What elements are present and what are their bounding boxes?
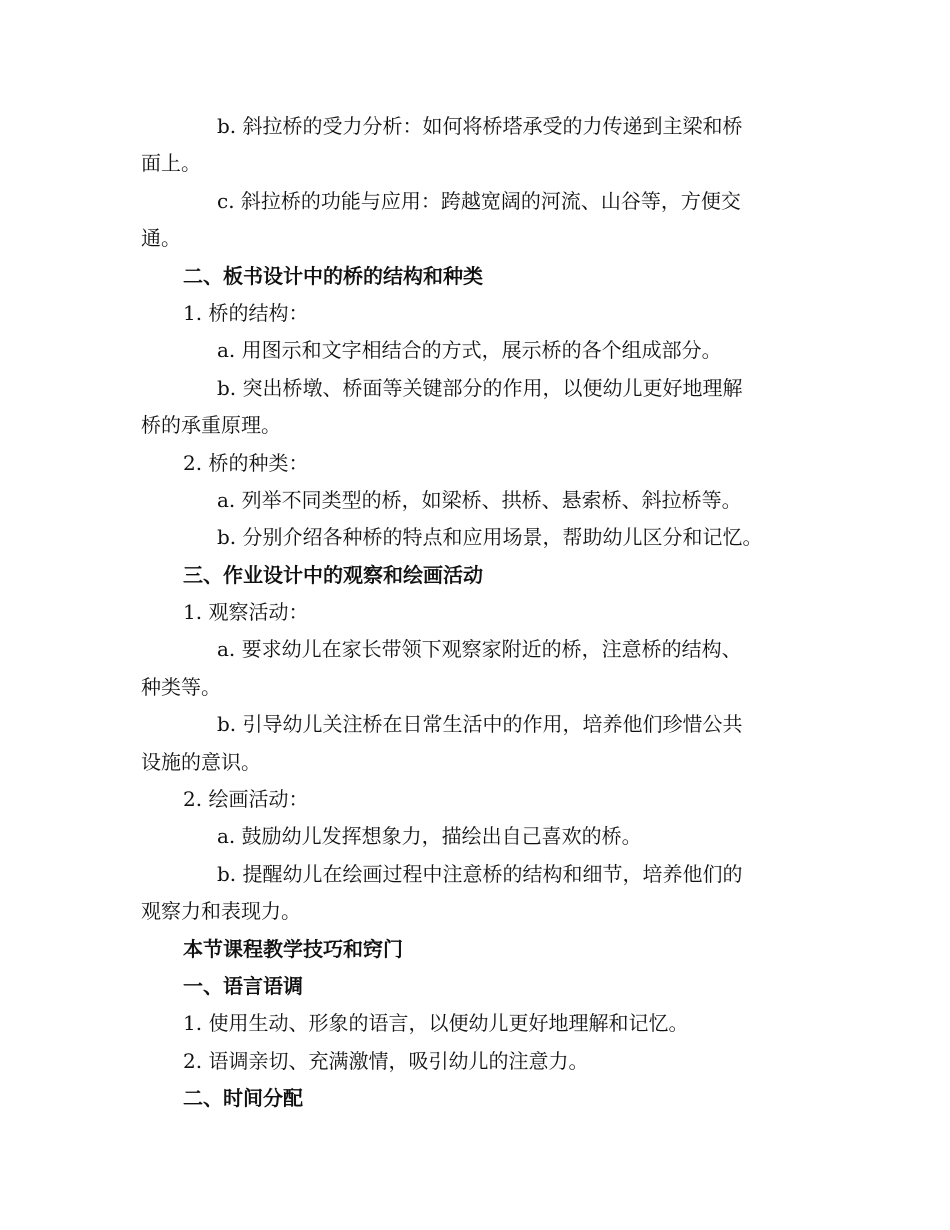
list-item: 1. 桥的结构： [183,300,309,325]
list-item-sub: b. 突出桥墩、桥面等关键部分的作用，以便幼儿更好地理解 [217,375,743,400]
list-item-continuation: 通。 [141,226,181,251]
list-item: 1. 观察活动： [183,600,309,625]
list-item-sub: b. 分别介绍各种桥的特点和应用场景，帮助幼儿区分和记忆。 [217,525,763,550]
list-item-continuation: 观察力和表现力。 [141,899,301,924]
list-item: 2. 绘画活动： [183,787,309,812]
list-item-sub: b. 提醒幼儿在绘画过程中注意桥的结构和细节，培养他们的 [217,861,743,886]
list-item-sub: c. 斜拉桥的功能与应用：跨越宽阔的河流、山谷等，方便交 [217,188,741,213]
list-item-continuation: 面上。 [141,151,201,176]
list-item: 2. 语调亲切、充满激情，吸引幼儿的注意力。 [183,1048,589,1073]
section-heading: 二、板书设计中的桥的结构和种类 [183,263,483,288]
list-item-sub: b. 引导幼儿关注桥在日常生活中的作用，培养他们珍惜公共 [217,712,743,737]
list-item-sub: a. 要求幼儿在家长带领下观察家附近的桥，注意桥的结构、 [217,637,742,662]
section-heading: 二、时间分配 [183,1086,303,1111]
document-body [141,108,816,1118]
list-item-continuation: 设施的意识。 [141,749,261,774]
section-heading: 一、语言语调 [183,973,303,998]
list-item-sub: a. 鼓励幼儿发挥想象力，描绘出自己喜欢的桥。 [217,824,642,849]
list-item-sub: b. 斜拉桥的受力分析：如何将桥塔承受的力传递到主梁和桥 [217,114,743,138]
list-item-continuation: 种类等。 [141,674,221,699]
list-item: 2. 桥的种类： [183,450,309,475]
list-item-continuation: 桥的承重原理。 [141,413,281,438]
list-item-sub: a. 列举不同类型的桥，如梁桥、拱桥、悬索桥、斜拉桥等。 [217,487,742,512]
list-item-sub: a. 用图示和文字相结合的方式，展示桥的各个组成部分。 [217,338,722,363]
list-item: 1. 使用生动、形象的语言，以便幼儿更好地理解和记忆。 [183,1011,689,1036]
section-heading: 本节课程教学技巧和窍门 [183,936,403,961]
section-heading: 三、作业设计中的观察和绘画活动 [183,562,483,587]
